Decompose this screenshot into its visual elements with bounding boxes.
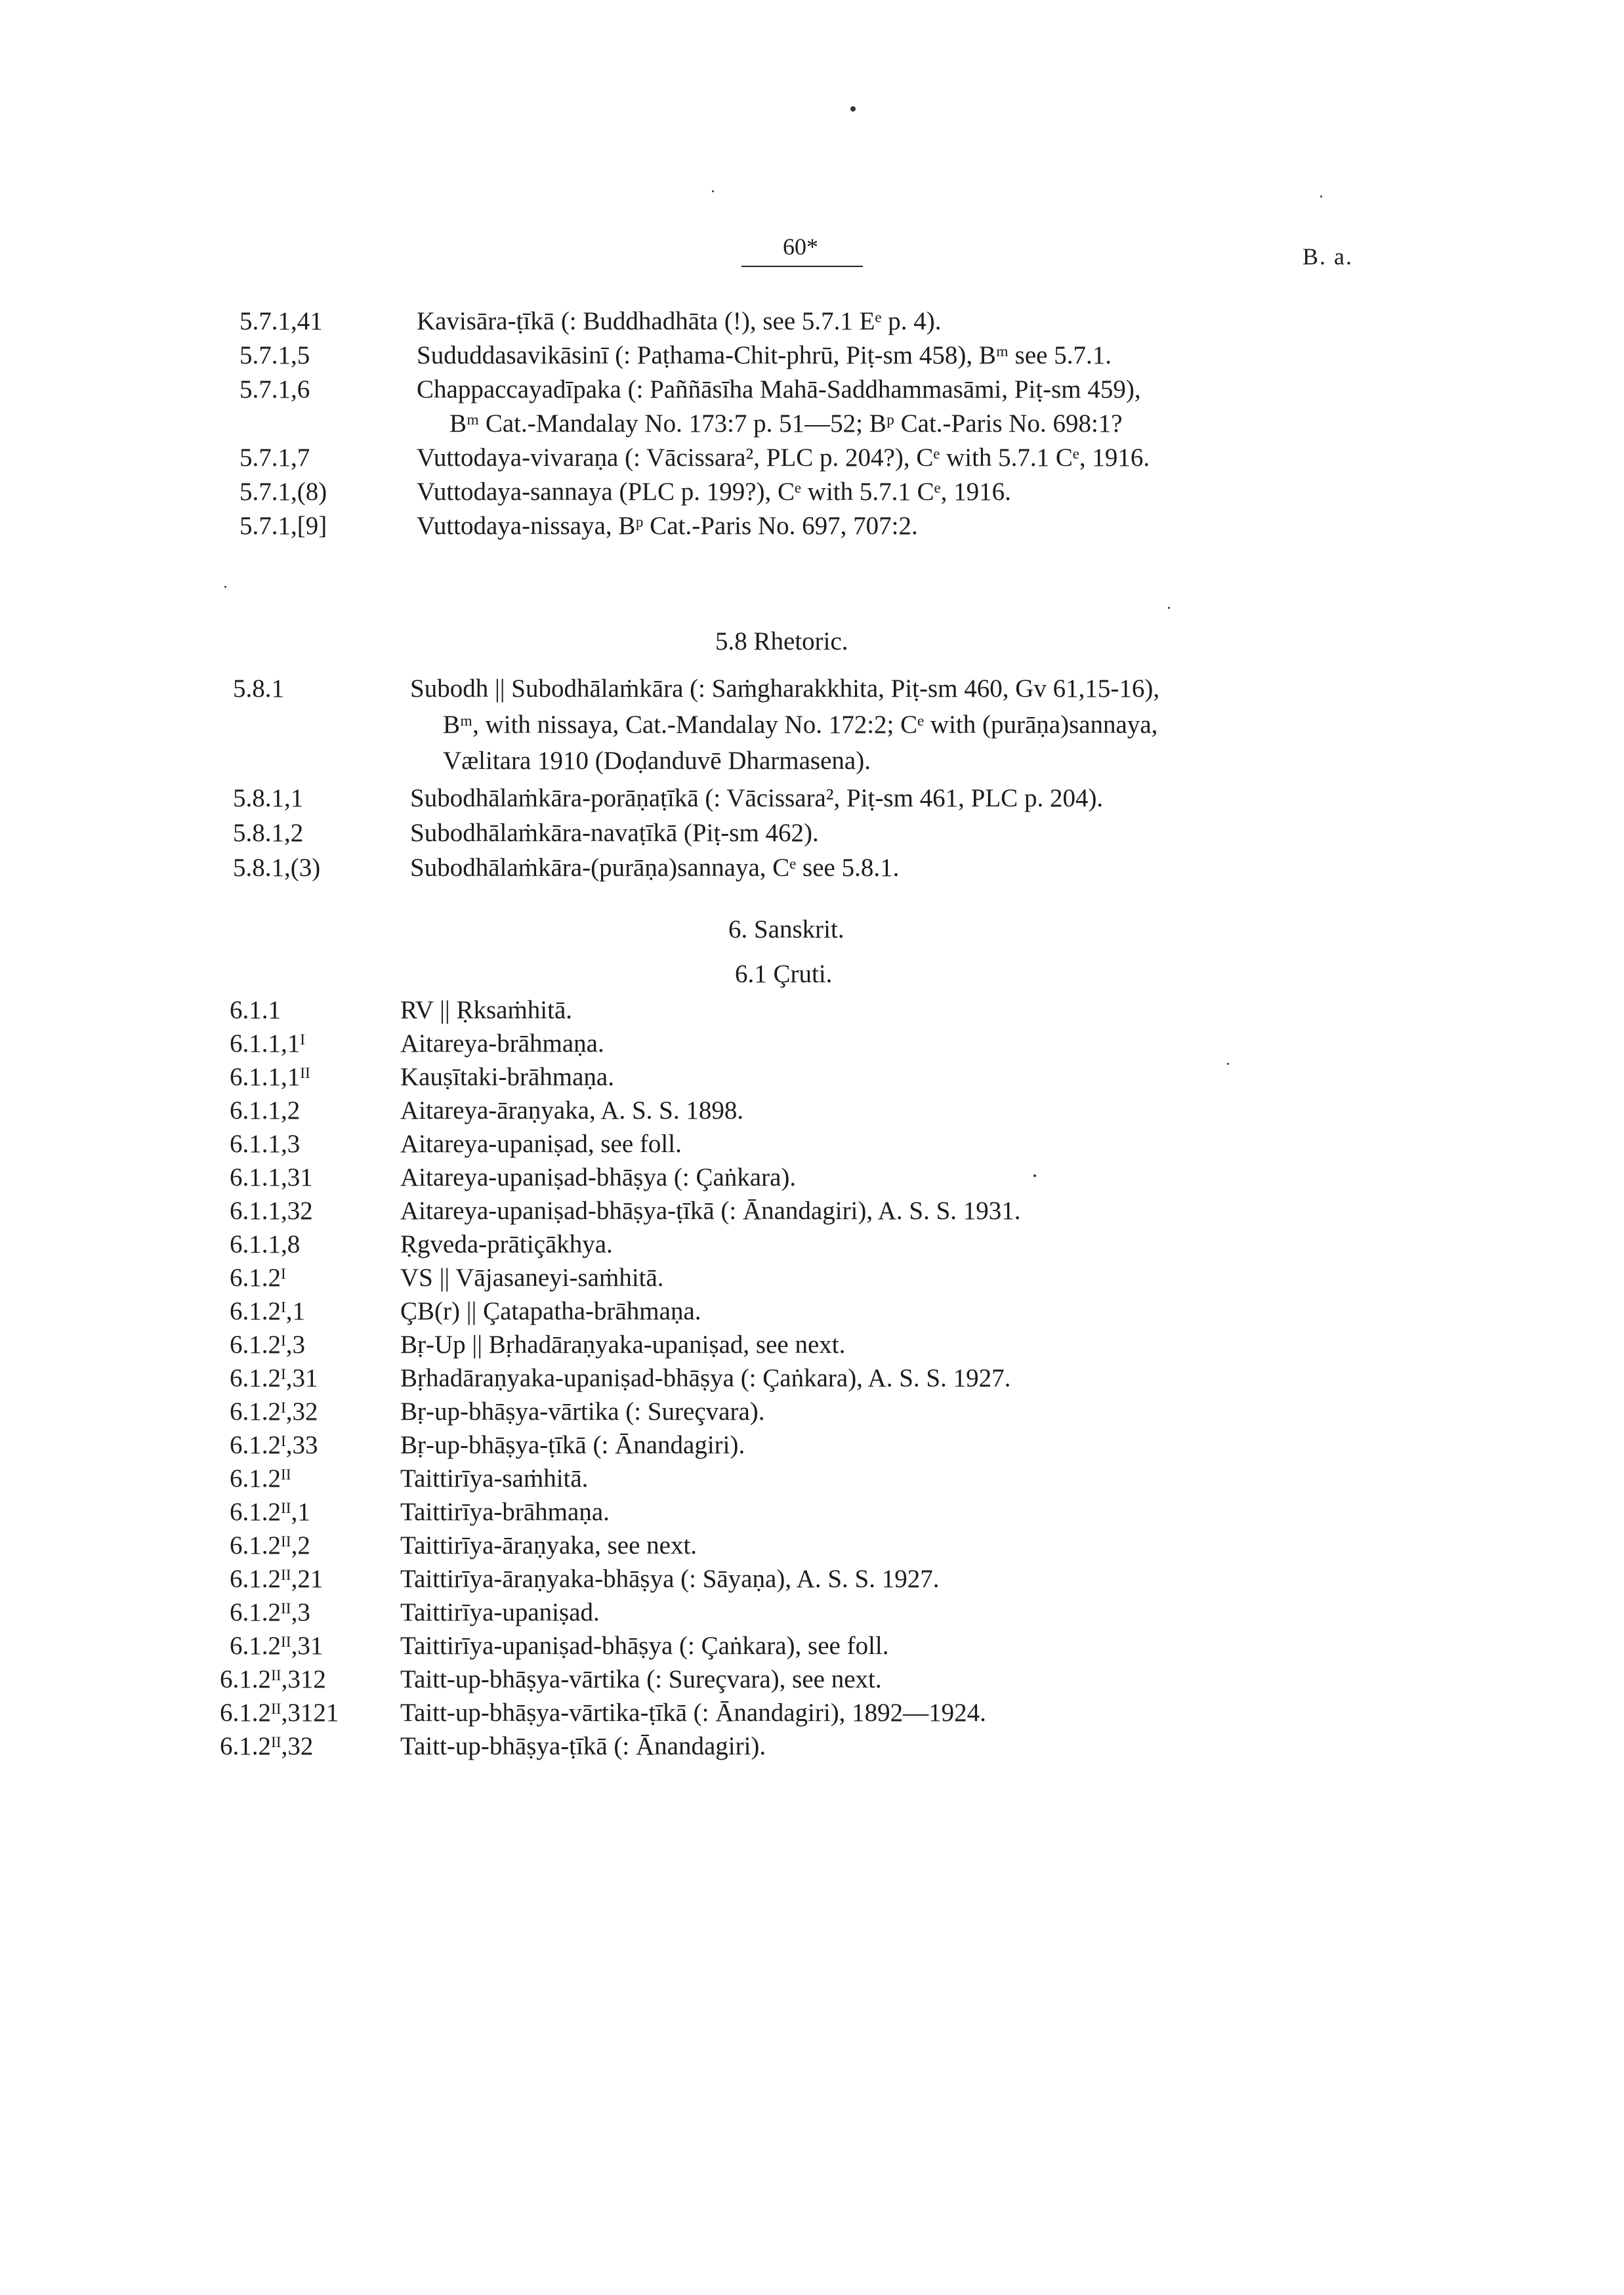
entry-number: 5.7.1,41 <box>239 307 323 335</box>
entry-number: 6.1.2ᴵᴵ,3121 <box>220 1699 339 1727</box>
entry-text: VS || Vājasaneyi-saṁhitā. <box>400 1264 664 1292</box>
entry-number: 5.7.1,[9] <box>239 512 327 540</box>
entry-text: Ṛgveda-prātiçākhya. <box>400 1230 613 1258</box>
entry-number: 6.1.2ᴵ,33 <box>230 1431 318 1459</box>
entry-text: Vuttodaya-nissaya, Bᵖ Cat.-Paris No. 697, 707:2. <box>417 512 918 540</box>
scan-speck <box>1033 1174 1036 1177</box>
entry-number: 6.1.2ᴵ,3 <box>230 1331 306 1359</box>
entry-number: 6.1.2ᴵᴵ,312 <box>220 1665 326 1693</box>
entry-number: 6.1.2ᴵᴵ,31 <box>230 1632 323 1660</box>
entry-text: Subodhālaṁkāra-(purāṇa)sannaya, Cᵉ see 5.8.1. <box>410 854 900 882</box>
entry-text: Aitareya-upaniṣad-bhāṣya-ṭīkā (: Ānandagiri), A. S. S. 1931. <box>400 1197 1021 1225</box>
scan-speck <box>224 586 226 588</box>
section-heading-5-8: 5.8 Rhetoric. <box>715 627 848 655</box>
entry-number: 6.1.2ᴵᴵ,1 <box>230 1498 310 1526</box>
entry-number: 5.8.1,(3) <box>233 854 321 882</box>
entry-text: Taittirīya-upaniṣad. <box>400 1598 600 1626</box>
entry-number: 5.7.1,5 <box>239 341 310 369</box>
entry-text: Subodh || Subodhālaṁkāra (: Saṁgharakkhita, Piṭ-sm 460, Gv 61,15-16), <box>410 674 1160 703</box>
scan-speck <box>1320 196 1322 197</box>
entry-text: Aitareya-āraṇyaka, A. S. S. 1898. <box>400 1096 744 1125</box>
entry-number: 6.1.1,2 <box>230 1096 301 1125</box>
section-mark: B. a. <box>1302 243 1353 270</box>
page-number: 60* <box>783 234 818 260</box>
entry-text: Aitareya-upaniṣad, see foll. <box>400 1130 682 1158</box>
entry-number: 5.8.1 <box>233 674 284 703</box>
section-heading-6-1: 6.1 Çruti. <box>735 960 833 988</box>
scan-speck <box>1227 1063 1229 1065</box>
entry-number: 6.1.2ᴵᴵ,3 <box>230 1598 310 1626</box>
entry-text: Bṛ-up-bhāṣya-vārtika (: Sureçvara). <box>400 1397 765 1426</box>
entry-text: Bᵐ, with nissaya, Cat.-Mandalay No. 172:2; Cᵉ with (purāṇa)sannaya, <box>443 711 1158 739</box>
entry-text: Kauṣītaki-brāhmaṇa. <box>400 1063 614 1091</box>
entry-number: 6.1.1,1ᴵᴵ <box>230 1063 310 1091</box>
entry-number: 6.1.2ᴵᴵ,21 <box>230 1565 323 1593</box>
entry-number: 6.1.2ᴵ,32 <box>230 1397 318 1426</box>
entry-number: 6.1.1,32 <box>230 1197 313 1225</box>
entry-number: 5.7.1,(8) <box>239 478 327 506</box>
entry-text: Aitareya-upaniṣad-bhāṣya (: Çaṅkara). <box>400 1163 797 1191</box>
scan-speck <box>1168 607 1170 609</box>
entry-number: 6.1.1,8 <box>230 1230 301 1258</box>
entry-number: 6.1.1,31 <box>230 1163 313 1191</box>
entry-text: RV || Ṛksaṁhitā. <box>400 996 573 1024</box>
scan-speck <box>850 106 856 112</box>
entry-number: 5.7.1,7 <box>239 444 310 472</box>
entry-text: Taitt-up-bhāṣya-ṭīkā (: Ānandagiri). <box>400 1732 766 1760</box>
entry-text: Bṛ-up-bhāṣya-ṭīkā (: Ānandagiri). <box>400 1431 745 1459</box>
entry-text: Taittirīya-āraṇyaka-bhāṣya (: Sāyaṇa), A. S. S. 1927. <box>400 1565 940 1593</box>
entry-number: 6.1.2ᴵᴵ,32 <box>220 1732 314 1760</box>
entry-text: Kavisāra-ṭīkā (: Buddhadhāta (!), see 5.7.1 Eᵉ p. 4). <box>417 307 942 335</box>
scan-speck <box>712 190 714 192</box>
entry-text: Sududdasavikāsinī (: Paṭhama-Chit-phrū, Piṭ-sm 458), Bᵐ see 5.7.1. <box>417 341 1112 369</box>
entry-number: 6.1.1,3 <box>230 1130 301 1158</box>
entry-number: 5.8.1,1 <box>233 784 304 812</box>
entry-text: Bᵐ Cat.-Mandalay No. 173:7 p. 51—52; Bᵖ Cat.-Paris No. 698:1? <box>449 409 1123 438</box>
entry-number: 5.7.1,6 <box>239 375 310 403</box>
entry-text: ÇB(r) || Çatapatha-brāhmaṇa. <box>400 1297 701 1325</box>
entry-text: Taittirīya-brāhmaṇa. <box>400 1498 610 1526</box>
entry-number: 6.1.1 <box>230 996 281 1024</box>
entry-number: 5.8.1,2 <box>233 819 304 847</box>
entry-text: Vælitara 1910 (Doḍanduvē Dharmasena). <box>443 747 871 775</box>
entry-number: 6.1.1,1ᴵ <box>230 1029 306 1058</box>
entry-text: Vuttodaya-vivaraṇa (: Vācissara², PLC p. 204?), Cᵉ with 5.7.1 Cᵉ, 1916. <box>417 444 1150 472</box>
entry-text: Vuttodaya-sannaya (PLC p. 199?), Cᵉ with 5.7.1 Cᵉ, 1916. <box>417 478 1011 506</box>
entry-text: Bṛ-Up || Bṛhadāraṇyaka-upaniṣad, see next. <box>400 1331 846 1359</box>
entry-number: 6.1.2ᴵᴵ <box>230 1464 291 1493</box>
entry-text: Taittirīya-upaniṣad-bhāṣya (: Çaṅkara), see foll. <box>400 1632 889 1660</box>
entry-number: 6.1.2ᴵᴵ,2 <box>230 1531 310 1560</box>
entry-number: 6.1.2ᴵ,1 <box>230 1297 306 1325</box>
entry-text: Bṛhadāraṇyaka-upaniṣad-bhāṣya (: Çaṅkara), A. S. S. 1927. <box>400 1364 1011 1392</box>
page-number-rule <box>741 266 863 267</box>
section-heading-6: 6. Sanskrit. <box>728 915 844 943</box>
entry-number: 6.1.2ᴵ <box>230 1264 286 1292</box>
entry-text: Chappaccayadīpaka (: Paññāsīha Mahā-Saddhammasāmi, Piṭ-sm 459), <box>417 375 1141 403</box>
entry-text: Subodhālaṁkāra-navaṭīkā (Piṭ-sm 462). <box>410 819 819 847</box>
entry-text: Taittirīya-saṁhitā. <box>400 1464 589 1493</box>
entry-text: Taitt-up-bhāṣya-vārtika (: Sureçvara), see next. <box>400 1665 882 1693</box>
entry-text: Aitareya-brāhmaṇa. <box>400 1029 604 1058</box>
entry-text: Taitt-up-bhāṣya-vārtika-ṭīkā (: Ānandagiri), 1892—1924. <box>400 1699 986 1727</box>
entry-number: 6.1.2ᴵ,31 <box>230 1364 318 1392</box>
entry-text: Subodhālaṁkāra-porāṇaṭīkā (: Vācissara², Piṭ-sm 461, PLC p. 204). <box>410 784 1104 812</box>
entry-text: Taittirīya-āraṇyaka, see next. <box>400 1531 697 1560</box>
